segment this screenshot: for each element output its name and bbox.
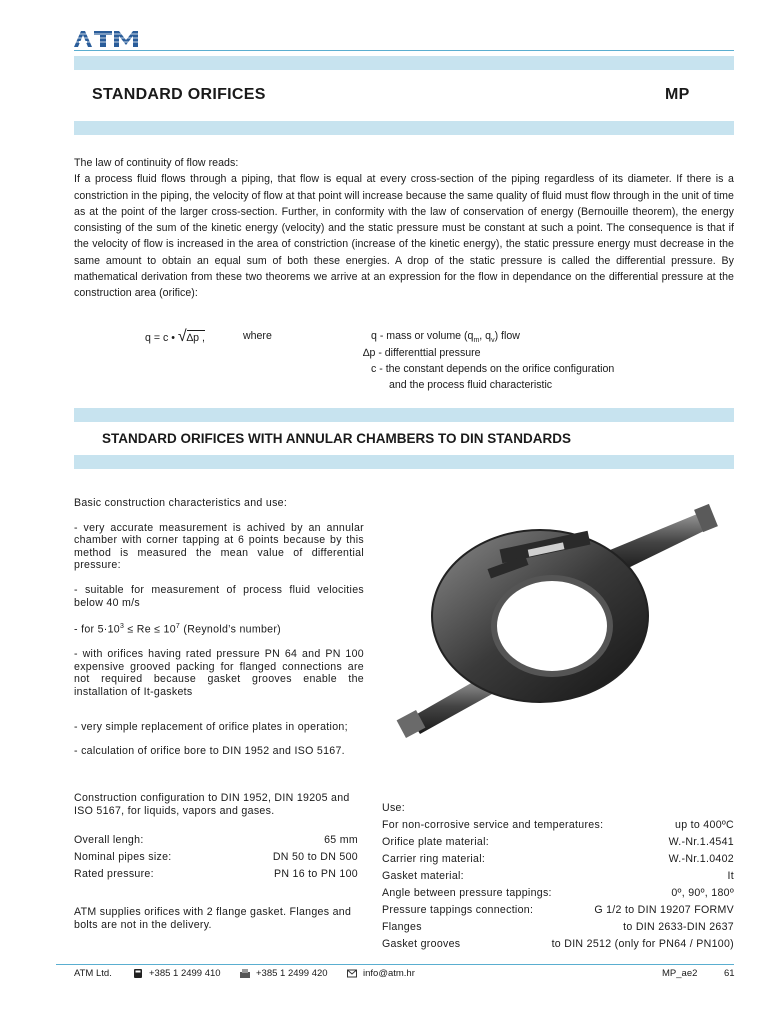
reynolds-exp1: 3 — [119, 623, 125, 631]
characteristics-heading: Basic construction characteristics and use: — [74, 497, 288, 509]
section2-band-bottom — [74, 455, 734, 469]
bullet-replacement: - very simple replacement of orifice plates in operation; — [74, 720, 348, 733]
def-dp: ∆p - differenttial pressure — [363, 347, 481, 359]
use-heading: Use: — [382, 802, 405, 814]
section2-title: STANDARD ORIFICES WITH ANNULAR CHAMBERS TO DIN STANDARDS — [102, 431, 571, 446]
def-q-sub-v: v — [491, 337, 495, 345]
spec-value: 65 mm — [324, 834, 358, 846]
use-value: W.-Nr.1.4541 — [668, 836, 734, 848]
construction-config: Construction configuration to DIN 1952, DIN 19205 and ISO 5167, for liquids, vapors and gases. — [74, 792, 350, 817]
header-band-bottom — [74, 121, 734, 135]
use-value: It — [727, 870, 734, 882]
reynolds-mid: ≤ Re ≤ 10 — [124, 623, 176, 636]
spec-label: Overall lengh: — [74, 834, 144, 846]
atm-logo — [74, 30, 138, 48]
bullet-velocity: - suitable for measurement of process fluid velocities below 40 m/s — [74, 583, 364, 609]
fax-icon — [240, 969, 250, 978]
header-band-top — [74, 56, 734, 70]
def-c: c - the constant depends on the orifice configuration — [371, 363, 615, 375]
use-row — [382, 817, 734, 834]
orifice-product-image — [380, 488, 734, 750]
use-label: Gasket grooves — [382, 938, 461, 950]
footer-fax — [240, 968, 328, 979]
use-row — [382, 834, 734, 851]
use-label: Flanges — [382, 921, 422, 933]
footer-phone-text: +385 1 2499 410 — [149, 968, 221, 979]
def-q-suffix: ) flow — [494, 330, 520, 342]
header-rule — [74, 50, 734, 51]
use-label: Pressure tappings connection: — [382, 904, 534, 916]
formula — [145, 330, 205, 345]
section-code: MP — [665, 86, 690, 103]
def-q — [371, 330, 520, 347]
use-value: to DIN 2512 (only for PN64 / PN100) — [551, 938, 734, 950]
def-q-sub-m: m — [473, 337, 480, 345]
spec-table — [74, 832, 358, 883]
spec-value: DN 50 to DN 500 — [272, 851, 358, 863]
footer-email-text: info@atm.hr — [363, 968, 415, 979]
footer-doc-code: MP_ae2 — [662, 968, 698, 979]
supply-note: ATM supplies orifices with 2 flange gasket. Flanges and bolts are not in the delivery. — [74, 906, 352, 931]
phone-icon — [133, 969, 143, 978]
page-title: STANDARD ORIFICES — [92, 86, 266, 103]
footer-rule — [56, 964, 734, 965]
use-row — [382, 902, 734, 919]
bullet-reynolds — [74, 621, 364, 636]
use-label: Orifice plate material: — [382, 836, 489, 848]
spec-row — [74, 849, 358, 866]
footer-company: ATM Ltd. — [74, 968, 112, 979]
use-table — [382, 800, 734, 953]
use-value: up to 400ºC — [675, 819, 734, 831]
footer-page-number: 61 — [724, 968, 735, 979]
bullet-gaskets: - with orifices having rated pressure PN 64 and PN 100 expensive grooved packing for flanged connections are not required because gasket grooves enable the installation of It-gaskets — [74, 648, 364, 699]
use-label: Angle between pressure tappings: — [382, 887, 552, 899]
use-row — [382, 936, 734, 953]
formula-where: where — [243, 330, 272, 342]
use-row — [382, 851, 734, 868]
use-value: 0º, 90º, 180º — [671, 887, 734, 899]
footer-phone — [133, 968, 221, 979]
reynolds-post: (Reynold’s number) — [180, 623, 282, 636]
formula-lhs: q = c • — [145, 332, 175, 344]
def-q-mid: , q — [479, 330, 492, 342]
reynolds-exp2: 7 — [175, 623, 181, 631]
radical-sign: √ — [177, 328, 187, 345]
use-value: G 1/2 to DIN 19207 FORMV — [594, 904, 734, 916]
use-label: Gasket material: — [382, 870, 464, 882]
bullet-calculation: - calculation of orifice bore to DIN 1952 and ISO 5167. — [74, 745, 345, 758]
footer-fax-text: +385 1 2499 420 — [256, 968, 328, 979]
use-row — [382, 919, 734, 936]
formula-radicand: ∆p , — [186, 332, 205, 344]
spec-row — [74, 866, 358, 883]
spec-label: Rated pressure: — [74, 868, 154, 880]
use-row — [382, 885, 734, 902]
spec-row — [74, 832, 358, 849]
use-value: to DIN 2633-DIN 2637 — [623, 921, 734, 933]
use-value: W.-Nr.1.0402 — [668, 853, 734, 865]
spec-label: Nominal pipes size: — [74, 851, 172, 863]
intro-paragraph — [74, 155, 734, 302]
intro-body: If a process fluid flows through a piping, that flow is equal at every cross-section of the piping regardless of its diameter. If there is a constriction in the piping, the velocity of flow at that point will increase because the same quality of fluid must flow through in the unit of time as at the point of the larger cross-section. Further, in conformity with the law of conservation of energy (Bernouille theorem), the energy consisting of the sum of the kinetic energy (velocity) and the static pressure must be constant at such a point. The consequence is that if the velocity of flow is increased in the area of constriction (increase of the kinetic energy), the static pressure energy must decrease in the same amount to obtain an equal sum of both these energies. A drop of the static pressure is called the differential pressure. By mathematical derivation from these two theorems we arrive at an expression for the flow in dependance on the differential pressure at the construction area (orifice): — [74, 173, 734, 300]
section2-band-top — [74, 408, 734, 422]
use-label: Carrier ring material: — [382, 853, 486, 865]
intro-lead: The law of continuity of flow reads: — [74, 157, 239, 169]
def-c-cont: and the process fluid characteristic — [389, 379, 553, 391]
reynolds-pre: - for 5·10 — [74, 623, 120, 636]
footer-email — [347, 968, 415, 979]
spec-value: PN 16 to PN 100 — [274, 868, 358, 880]
email-icon — [347, 969, 357, 978]
construction-characteristics — [74, 497, 364, 770]
use-label: For non-corrosive service and temperatures: — [382, 819, 604, 831]
use-row — [382, 868, 734, 885]
bullet-accuracy: - very accurate measurement is achived by an annular chamber with corner tapping at 6 points because by this method is measured the mean value of differential pressure: — [74, 521, 364, 572]
def-q-text: q - mass or volume (q — [371, 330, 474, 342]
use-heading-row — [382, 800, 734, 817]
